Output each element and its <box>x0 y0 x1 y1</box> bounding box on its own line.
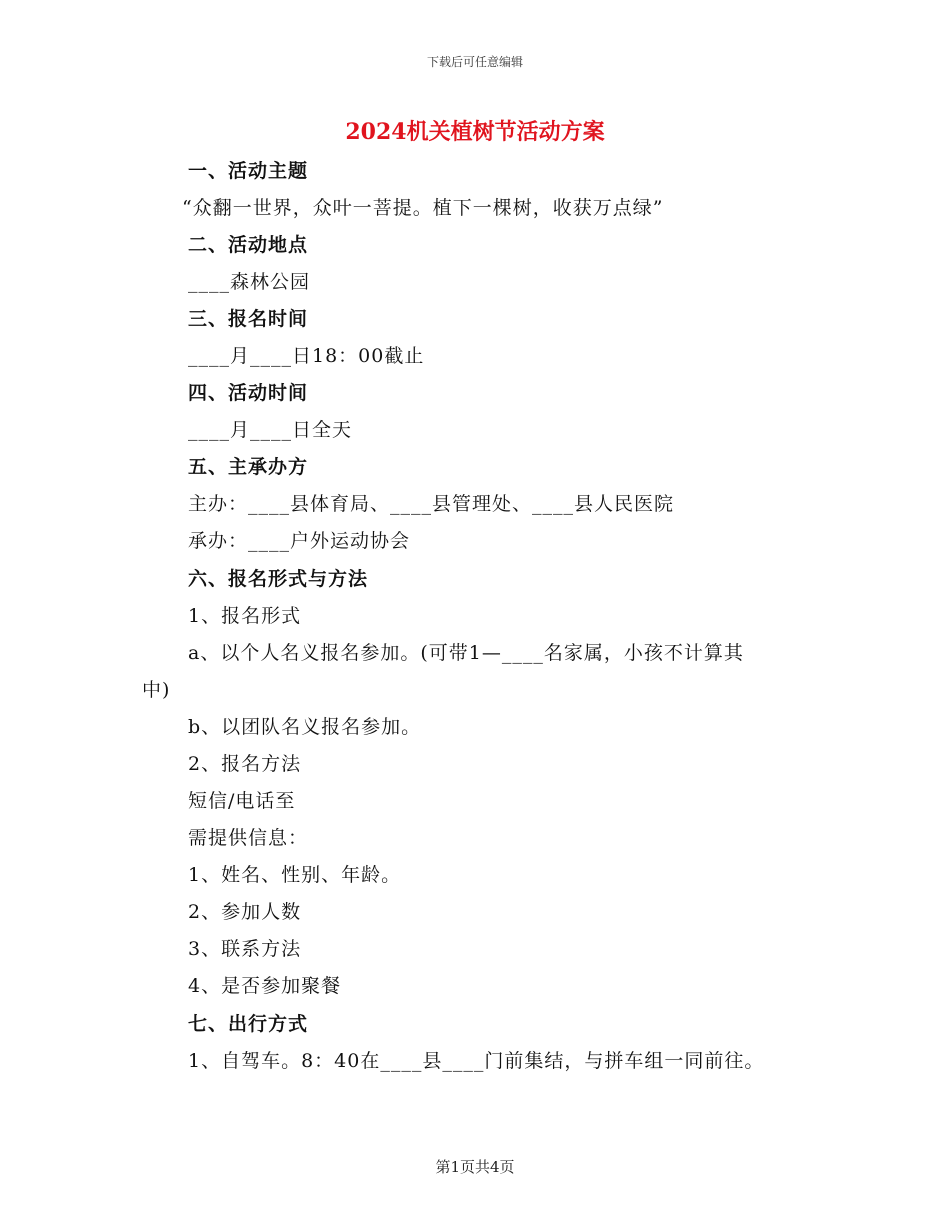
paragraph: “众翻一世界，众叶一菩提。植下一棵树，收获万点绿” <box>182 197 664 219</box>
list-item: 3、联系方法 <box>188 938 302 960</box>
paragraph: ____月____日全天 <box>188 419 353 441</box>
paragraph: ____月____日18：00截止 <box>188 345 425 367</box>
paragraph: a、以个人名义报名参加。(可带1—____名家属，小孩不计算其 <box>188 642 744 664</box>
section-heading: 六、报名形式与方法 <box>188 568 369 590</box>
section-heading: 五、主承办方 <box>188 456 309 478</box>
paragraph: ____森林公园 <box>188 271 311 293</box>
section-heading: 四、活动时间 <box>188 382 309 404</box>
list-item: 2、参加人数 <box>188 901 302 923</box>
list-item: 4、是否参加聚餐 <box>188 975 342 997</box>
paragraph-continuation: 中) <box>142 679 171 701</box>
section-heading: 一、活动主题 <box>188 160 309 182</box>
paragraph: 1、报名形式 <box>188 605 302 627</box>
page-header: 下载后可任意编辑 <box>426 55 523 69</box>
document-title: 2024机关植树节活动方案 <box>345 119 605 145</box>
paragraph: 1、自驾车。8：40在____县____门前集结，与拼车组一同前往。 <box>188 1050 765 1072</box>
paragraph: 2、报名方法 <box>188 753 302 775</box>
page-footer: 第1页共4页 <box>435 1158 515 1176</box>
list-item: 1、姓名、性别、年龄。 <box>188 864 402 886</box>
paragraph: 需提供信息： <box>188 827 309 849</box>
paragraph: b、以团队名义报名参加。 <box>188 716 422 738</box>
paragraph: 承办：____户外运动协会 <box>188 530 411 552</box>
section-heading: 二、活动地点 <box>188 234 309 256</box>
paragraph: 短信/电话至 <box>188 790 296 812</box>
paragraph: 主办：____县体育局、____县管理处、____县人民医院 <box>188 493 675 515</box>
section-heading: 三、报名时间 <box>188 308 309 330</box>
section-heading: 七、出行方式 <box>188 1013 309 1035</box>
